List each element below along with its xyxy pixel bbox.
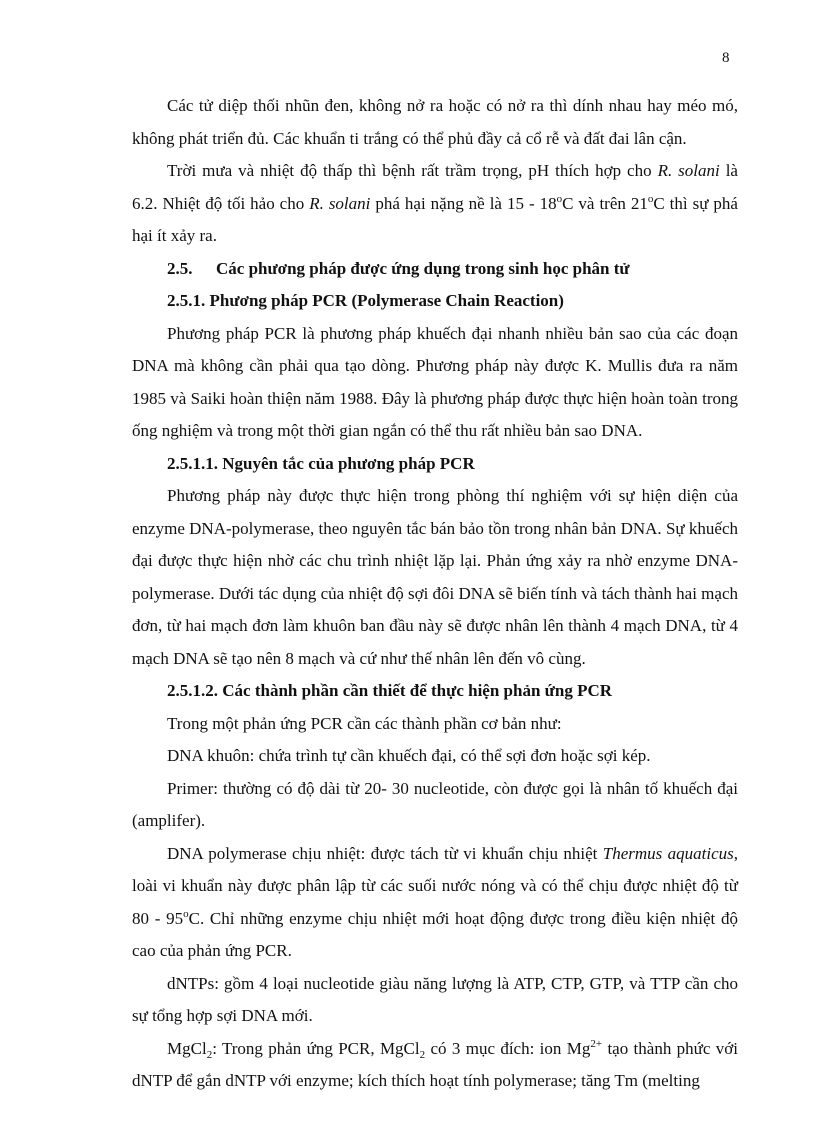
paragraph-components-intro: Trong một phản ứng PCR cần các thành phần cơ bản như: <box>167 713 562 733</box>
paragraph-seedling-symptoms: Các tử diệp thối nhũn đen, không nở ra hoặc có nở ra thì dính nhau hay méo mó, không phát triển đủ. Các khuẩn ti trắng có thể phủ đầy cả cổ rễ và đất đai lân cận. <box>132 96 738 148</box>
page-content <box>132 90 738 1098</box>
section-heading-2-5: 2.5. Các phương pháp được ứng dụng trong sinh học phân tử <box>167 258 630 278</box>
paragraph-mgcl2: MgCl$_2$: Trong phản ứng PCR, MgCl$_2$ có 3 mục đích: ion $Mg^{2+}$ tạo thành phức với dNTP để gắn dNTP với enzyme; kích thích hoạt tính polymerase; tăng Tm (melting <box>132 1037 738 1090</box>
section-heading-2-5-1: 2.5.1. Phương pháp PCR (Polymerase Chain Reaction) <box>167 291 564 310</box>
page-number: 8 <box>722 50 730 66</box>
section-heading-2-5-1-1: 2.5.1.1. Nguyên tắc của phương pháp PCR <box>167 453 475 473</box>
species-name: R. solani <box>309 193 371 213</box>
paragraph-dntps: dNTPs: gồm 4 loại nucleotide giàu năng lượng là ATP, CTP, GTP, và TTP cần cho sự tổng hợp sợi DNA mới. <box>132 973 738 1025</box>
section-heading-2-5-1-2: 2.5.1.2. Các thành phần cần thiết để thực hiện phản ứng PCR <box>167 681 613 700</box>
species-name: Thermus aquaticus <box>602 843 734 863</box>
paragraph-pcr-principle: Phương pháp này được thực hiện trong phòng thí nghiệm với sự hiện diện của enzyme DNA-polymerase, theo nguyên tắc bán bảo tồn trong nhân bản DNA. Sự khuếch đại được thực hiện nhờ các chu trình nhiệt lặp lại. Phản ứng xảy ra nhờ enzyme DNA-polymerase. Dưới tác dụng của nhiệt độ sợi đôi DNA sẽ biến tính và tách thành hai mạch đơn, từ hai mạch đơn làm khuôn ban đầu này sẽ được nhân lên thành 4 mạch DNA, từ 4 mạch DNA sẽ tạo nên 8 mạch và cứ như thế nhân lên đến vô cùng. <box>132 486 738 668</box>
paragraph-disease-conditions: Trời mưa và nhiệt độ thấp thì bệnh rất trầm trọng, pH thích hợp cho R. solani là 6.2. Nhiệt độ tối hảo cho R. solani phá hại nặng nề là 15 - 18$^o$C và trên 21$^o$C thì sự phá hại ít xảy ra. <box>132 161 738 245</box>
paragraph-dna-polymerase: DNA polymerase chịu nhiệt: được tách từ vi khuẩn chịu nhiệt Thermus aquaticus, loài vi khuẩn này được phân lập từ các suối nước nóng và có thể chịu được nhiệt độ từ 80 - 95$^o$C. Chỉ những enzyme chịu nhiệt mới hoạt động được trong điều kiện nhiệt độ cao của phản ứng PCR. <box>132 843 738 960</box>
paragraph-primer: Primer: thường có độ dài từ 20- 30 nucleotide, còn được gọi là nhân tố khuếch đại (amplifer). <box>132 778 738 830</box>
species-name: R. solani <box>657 161 720 180</box>
paragraph-pcr-intro: Phương pháp PCR là phương pháp khuếch đại nhanh nhiều bản sao của các đoạn DNA mà không cần phải qua tạo dòng. Phương pháp này được K. Mullis đưa ra năm 1985 và Saiki hoàn thiện năm 1988. Đây là phương pháp được thực hiện hoàn toàn trong ống nghiệm và trong một thời gian ngắn có thể thu rất nhiều bản sao DNA. <box>132 323 738 440</box>
paragraph-template-dna: DNA khuôn: chứa trình tự cần khuếch đại, có thể sợi đơn hoặc sợi kép. <box>167 746 651 765</box>
